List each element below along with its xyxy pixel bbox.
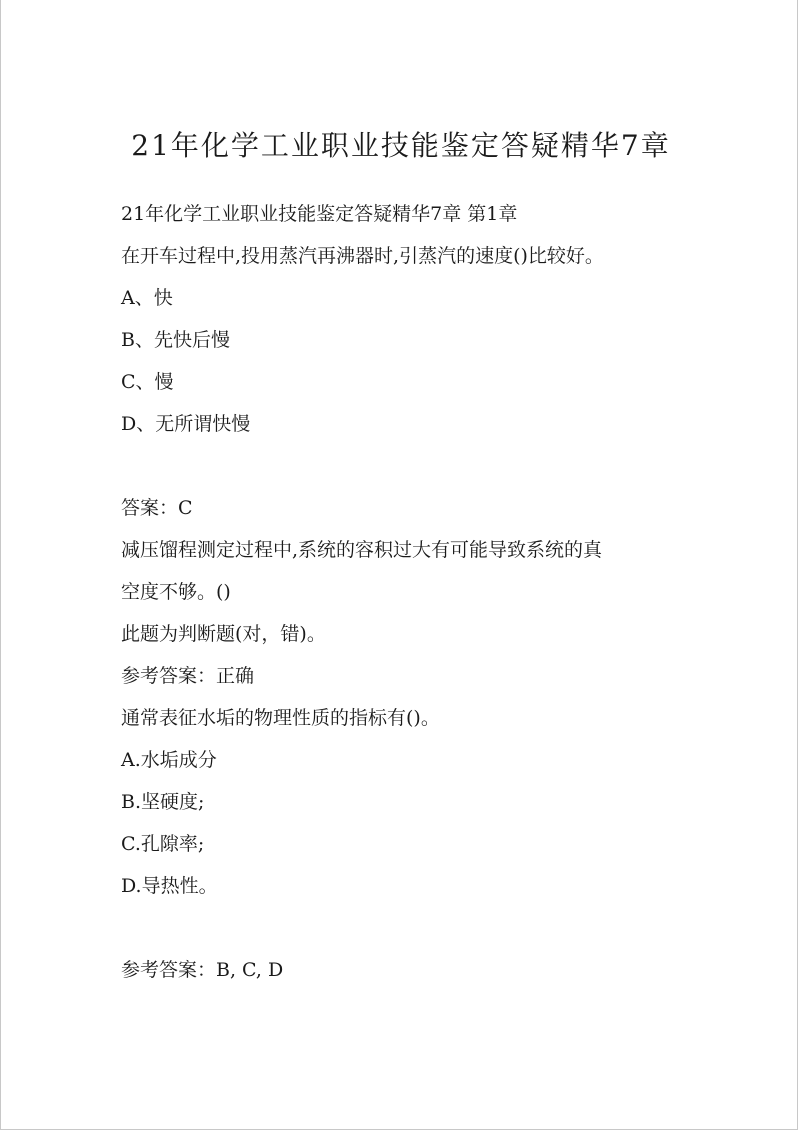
question-1-option-a: A、快 [121, 287, 173, 309]
question-2-stem-line-1: 减压馏程测定过程中,系统的容积过大有可能导致系统的真 [121, 539, 603, 561]
question-3-option-d: D.导热性。 [121, 875, 218, 897]
question-3-answer: 参考答案：B, C, D [121, 959, 284, 981]
question-3-option-a: A.水垢成分 [121, 749, 217, 771]
question-1-answer: 答案：C [121, 497, 193, 519]
document-title: 21年化学工业职业技能鉴定答疑精华7章 [131, 129, 671, 162]
question-2-note: 此题为判断题(对，错)。 [121, 623, 326, 645]
question-1-option-d: D、无所谓快慢 [121, 413, 251, 435]
chapter-heading: 21年化学工业职业技能鉴定答疑精华7章 第1章 [121, 203, 518, 225]
question-1-option-c: C、慢 [121, 371, 174, 393]
question-3-option-b: B.坚硬度; [121, 791, 205, 813]
question-2-answer: 参考答案：正确 [121, 665, 255, 687]
question-3-option-c: C.孔隙率; [121, 833, 205, 855]
question-3-stem: 通常表征水垢的物理性质的指标有()。 [121, 707, 440, 729]
question-2-stem-line-2: 空度不够。() [121, 581, 231, 603]
question-1-option-b: B、先快后慢 [121, 329, 230, 351]
question-1-stem: 在开车过程中,投用蒸汽再沸器时,引蒸汽的速度()比较好。 [121, 245, 604, 267]
